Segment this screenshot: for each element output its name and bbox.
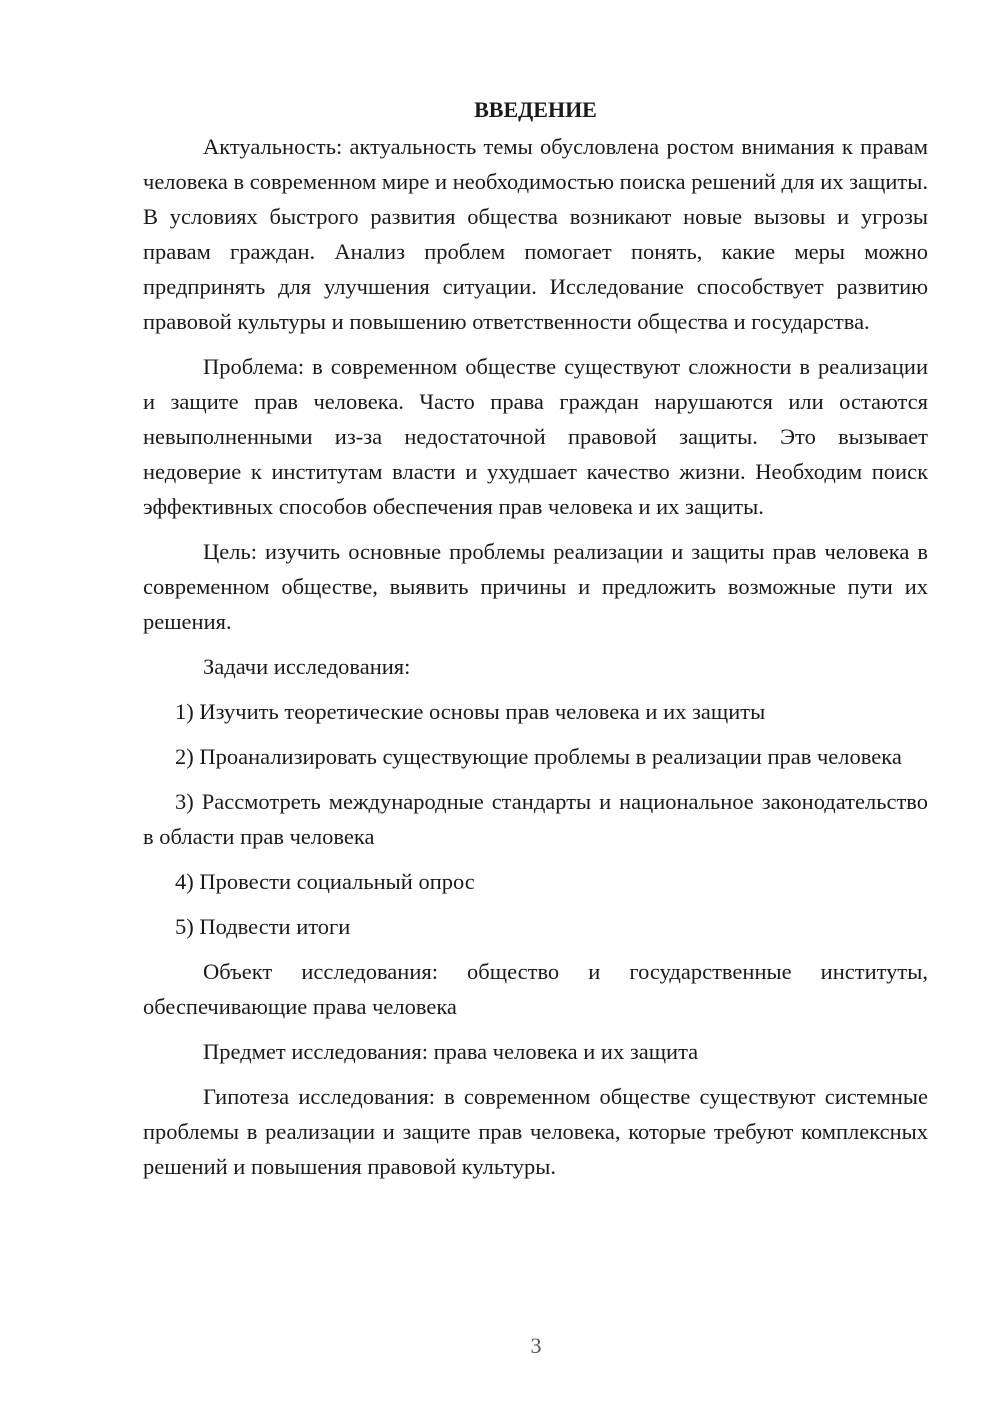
- section-title: ВВЕДЕНИЕ: [474, 97, 597, 122]
- object-paragraph: Объект исследования: общество и государственные институты, обеспечивающие права человека: [143, 959, 928, 1019]
- task-item-1: 1) Изучить теоретические основы прав человека и их защиты: [175, 699, 766, 724]
- page-number: 3: [530, 1333, 542, 1358]
- document-page: [143, 92, 928, 1184]
- relevance-paragraph: Актуальность: актуальность темы обусловлена ростом внимания к правам человека в современном мире и необходимостью поиска решений для их защиты. В условиях быстрого развития общества возникают новые вызовы и угрозы правам граждан. Анализ проблем помогает понять, какие меры можно предпринять для улучшения ситуации. Исследование способствует развитию правовой культуры и повышению ответственности общества и государства.: [143, 134, 928, 334]
- goal-paragraph: Цель: изучить основные проблемы реализации и защиты прав человека в современном обществе, выявить причины и предложить возможные пути их решения.: [143, 539, 928, 634]
- problem-paragraph: Проблема: в современном обществе существуют сложности в реализации и защите прав человека. Часто права граждан нарушаются или остаются невыполненными из-за недостаточной правовой защиты. Это вызывает недоверие к институтам власти и ухудшает качество жизни. Необходим поиск эффективных способов обеспечения прав человека и их защиты.: [143, 354, 928, 519]
- task-item-3: 3) Рассмотреть международные стандарты и национальное законодательство в области прав человека: [143, 789, 928, 849]
- subject-paragraph: Предмет исследования: права человека и их защита: [203, 1039, 699, 1064]
- tasks-heading: Задачи исследования:: [203, 654, 411, 679]
- task-item-5: 5) Подвести итоги: [175, 914, 351, 939]
- task-item-2: 2) Проанализировать существующие проблемы в реализации прав человека: [175, 744, 902, 769]
- hypothesis-paragraph: Гипотеза исследования: в современном обществе существуют системные проблемы в реализации и защите прав человека, которые требуют комплексных решений и повышения правовой культуры.: [143, 1084, 928, 1179]
- task-item-4: 4) Провести социальный опрос: [175, 869, 475, 894]
